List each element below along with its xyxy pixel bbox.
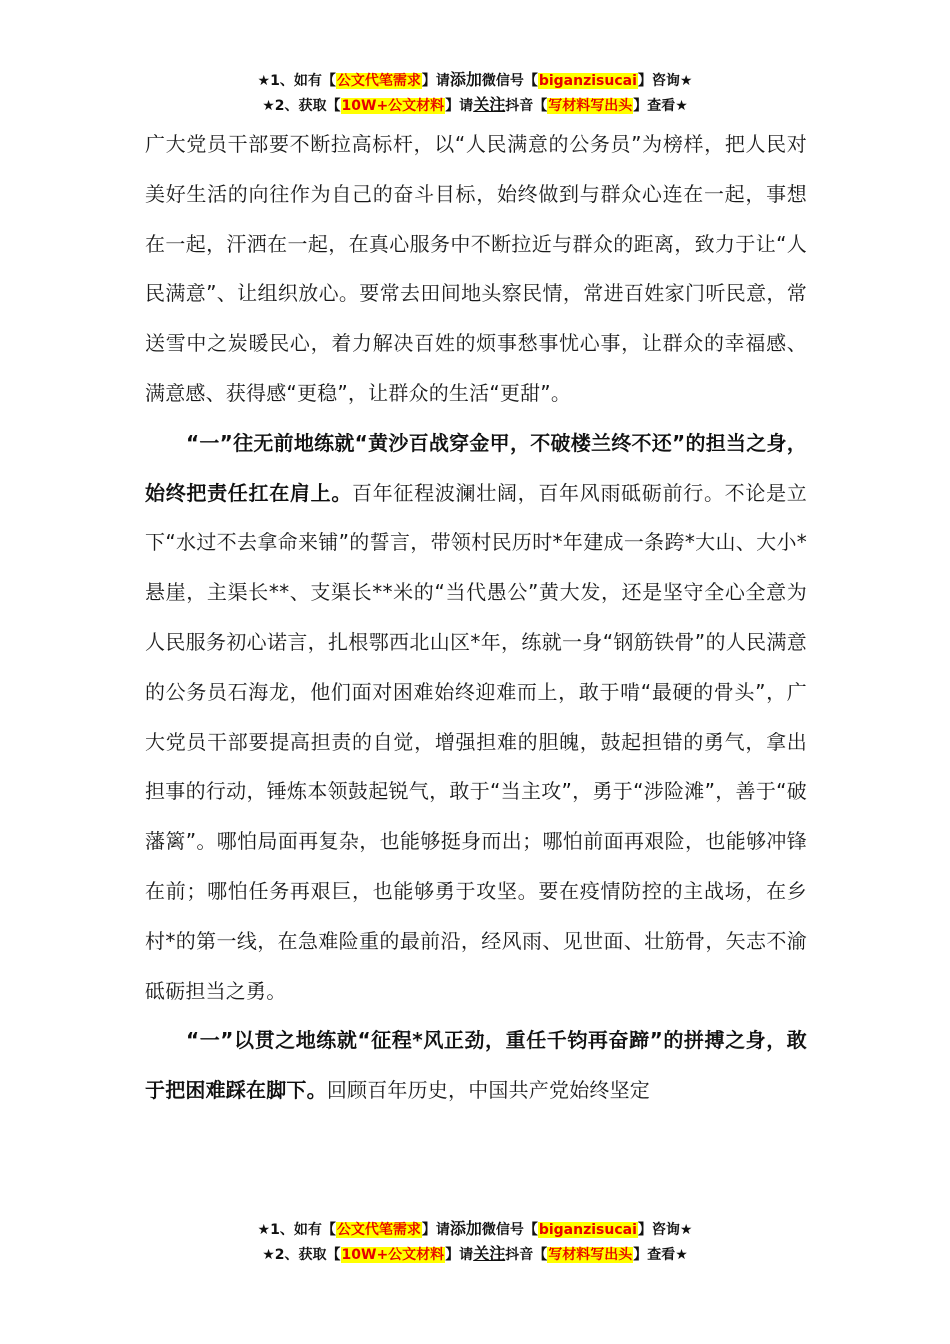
banner-text: 】查看★ <box>633 1247 688 1263</box>
paragraph-3-heading: “一”以贯之地练就“征程*风正劲，重任千钧再奋蹄”的拼搏之身，敢于把困难踩在脚下。 <box>145 1028 807 1103</box>
banner-line-2 <box>0 93 950 118</box>
banner-text: 抖音【 <box>505 98 548 114</box>
banner-text: 】请 <box>421 1222 450 1238</box>
banner-text: 】请 <box>445 98 474 114</box>
paragraph-3 <box>145 1016 807 1116</box>
banner-highlight: 公文代笔需求 <box>336 1222 421 1238</box>
banner-text: 微信号【 <box>481 1222 538 1238</box>
banner-highlight: 10W+公文材料 <box>341 1247 445 1263</box>
paragraph-3-text: 回顾百年历史，中国共产党始终坚定 <box>326 1078 651 1103</box>
banner-text: 微信号【 <box>481 73 538 89</box>
banner-emphasis: 关注 <box>473 95 506 114</box>
banner-text: ★2、获取【 <box>262 98 341 114</box>
paragraph-2 <box>145 419 807 1017</box>
banner-text: ★2、获取【 <box>262 1247 341 1263</box>
banner-line-1 <box>0 1217 950 1242</box>
paragraph-2-text: 百年征程波澜壮阔，百年风雨砥砺前行。不论是立下“水过不去拿命来铺”的誓言，带领村民历时*年建成一条跨*大山、大小*悬崖，主渠长**、支渠长**米的“当代愚公”黄大发，还是坚守全心全意为人民服务初心诺言，扎根鄂西北山区*年，练就一身“钢筋铁骨”的人民满意的公务员石海龙，他们面对困难始终迎难而上，敢于啃“最硬的骨头”，广大党员干部要提高担责的自觉，增强担难的胆魄，鼓起担错的勇气，拿出担事的行动，锤炼本领鼓起锐气，敢于“当主攻”，勇于“涉险滩”，善于“破藩篱”。哪怕局面再复杂，也能够挺身而出；哪怕前面再艰险，也能够冲锋在前；哪怕任务再艰巨，也能够勇于攻坚。要在疫情防控的主战场，在乡村*的第一线，在急难险重的最前沿，经风雨、见世面、壮筋骨，矢志不渝砥砺担当之勇。 <box>145 480 807 1003</box>
banner-douyin-name: 写材料写出头 <box>548 1247 633 1263</box>
banner-text: 】请 <box>445 1247 474 1263</box>
banner-text: 】咨询★ <box>637 73 693 89</box>
header-banner <box>0 68 950 118</box>
banner-text: 】请 <box>421 73 450 89</box>
banner-highlight: 公文代笔需求 <box>336 73 421 89</box>
banner-text: 】查看★ <box>633 98 688 114</box>
banner-line-1 <box>0 68 950 93</box>
banner-emphasis: 添加 <box>449 70 482 89</box>
paragraph-2-heading: “一”往无前地练就“黄沙百战穿金甲，不破楼兰终不还”的担当之身，始终把责任扛在肩上。 <box>145 430 807 505</box>
banner-text: ★1、如有【 <box>257 1222 336 1238</box>
banner-line-2 <box>0 1242 950 1267</box>
footer-banner <box>0 1217 950 1267</box>
banner-highlight: 10W+公文材料 <box>341 98 445 114</box>
banner-text: 抖音【 <box>505 1247 548 1263</box>
banner-emphasis: 关注 <box>473 1244 506 1263</box>
banner-emphasis: 添加 <box>449 1219 482 1238</box>
banner-text: ★1、如有【 <box>257 73 336 89</box>
banner-wechat-id: biganzisucai <box>538 73 637 89</box>
banner-wechat-id: biganzisucai <box>538 1222 637 1238</box>
banner-douyin-name: 写材料写出头 <box>548 98 633 114</box>
paragraph-1: 广大党员干部要不断拉高标杆，以“人民满意的公务员”为榜样，把人民对美好生活的向往作为自己的奋斗目标，始终做到与群众心连在一起，事想在一起，汗洒在一起，在真心服务中不断拉近与群众的距离，致力于让“人民满意”、让组织放心。要常去田间地头察民情，常进百姓家门听民意，常送雪中之炭暖民心，着力解决百姓的烦事愁事忧心事，让群众的幸福感、满意感、获得感“更稳”，让群众的生活“更甜”。 <box>145 132 807 405</box>
banner-text: 】咨询★ <box>637 1222 693 1238</box>
document-body <box>145 120 807 1116</box>
